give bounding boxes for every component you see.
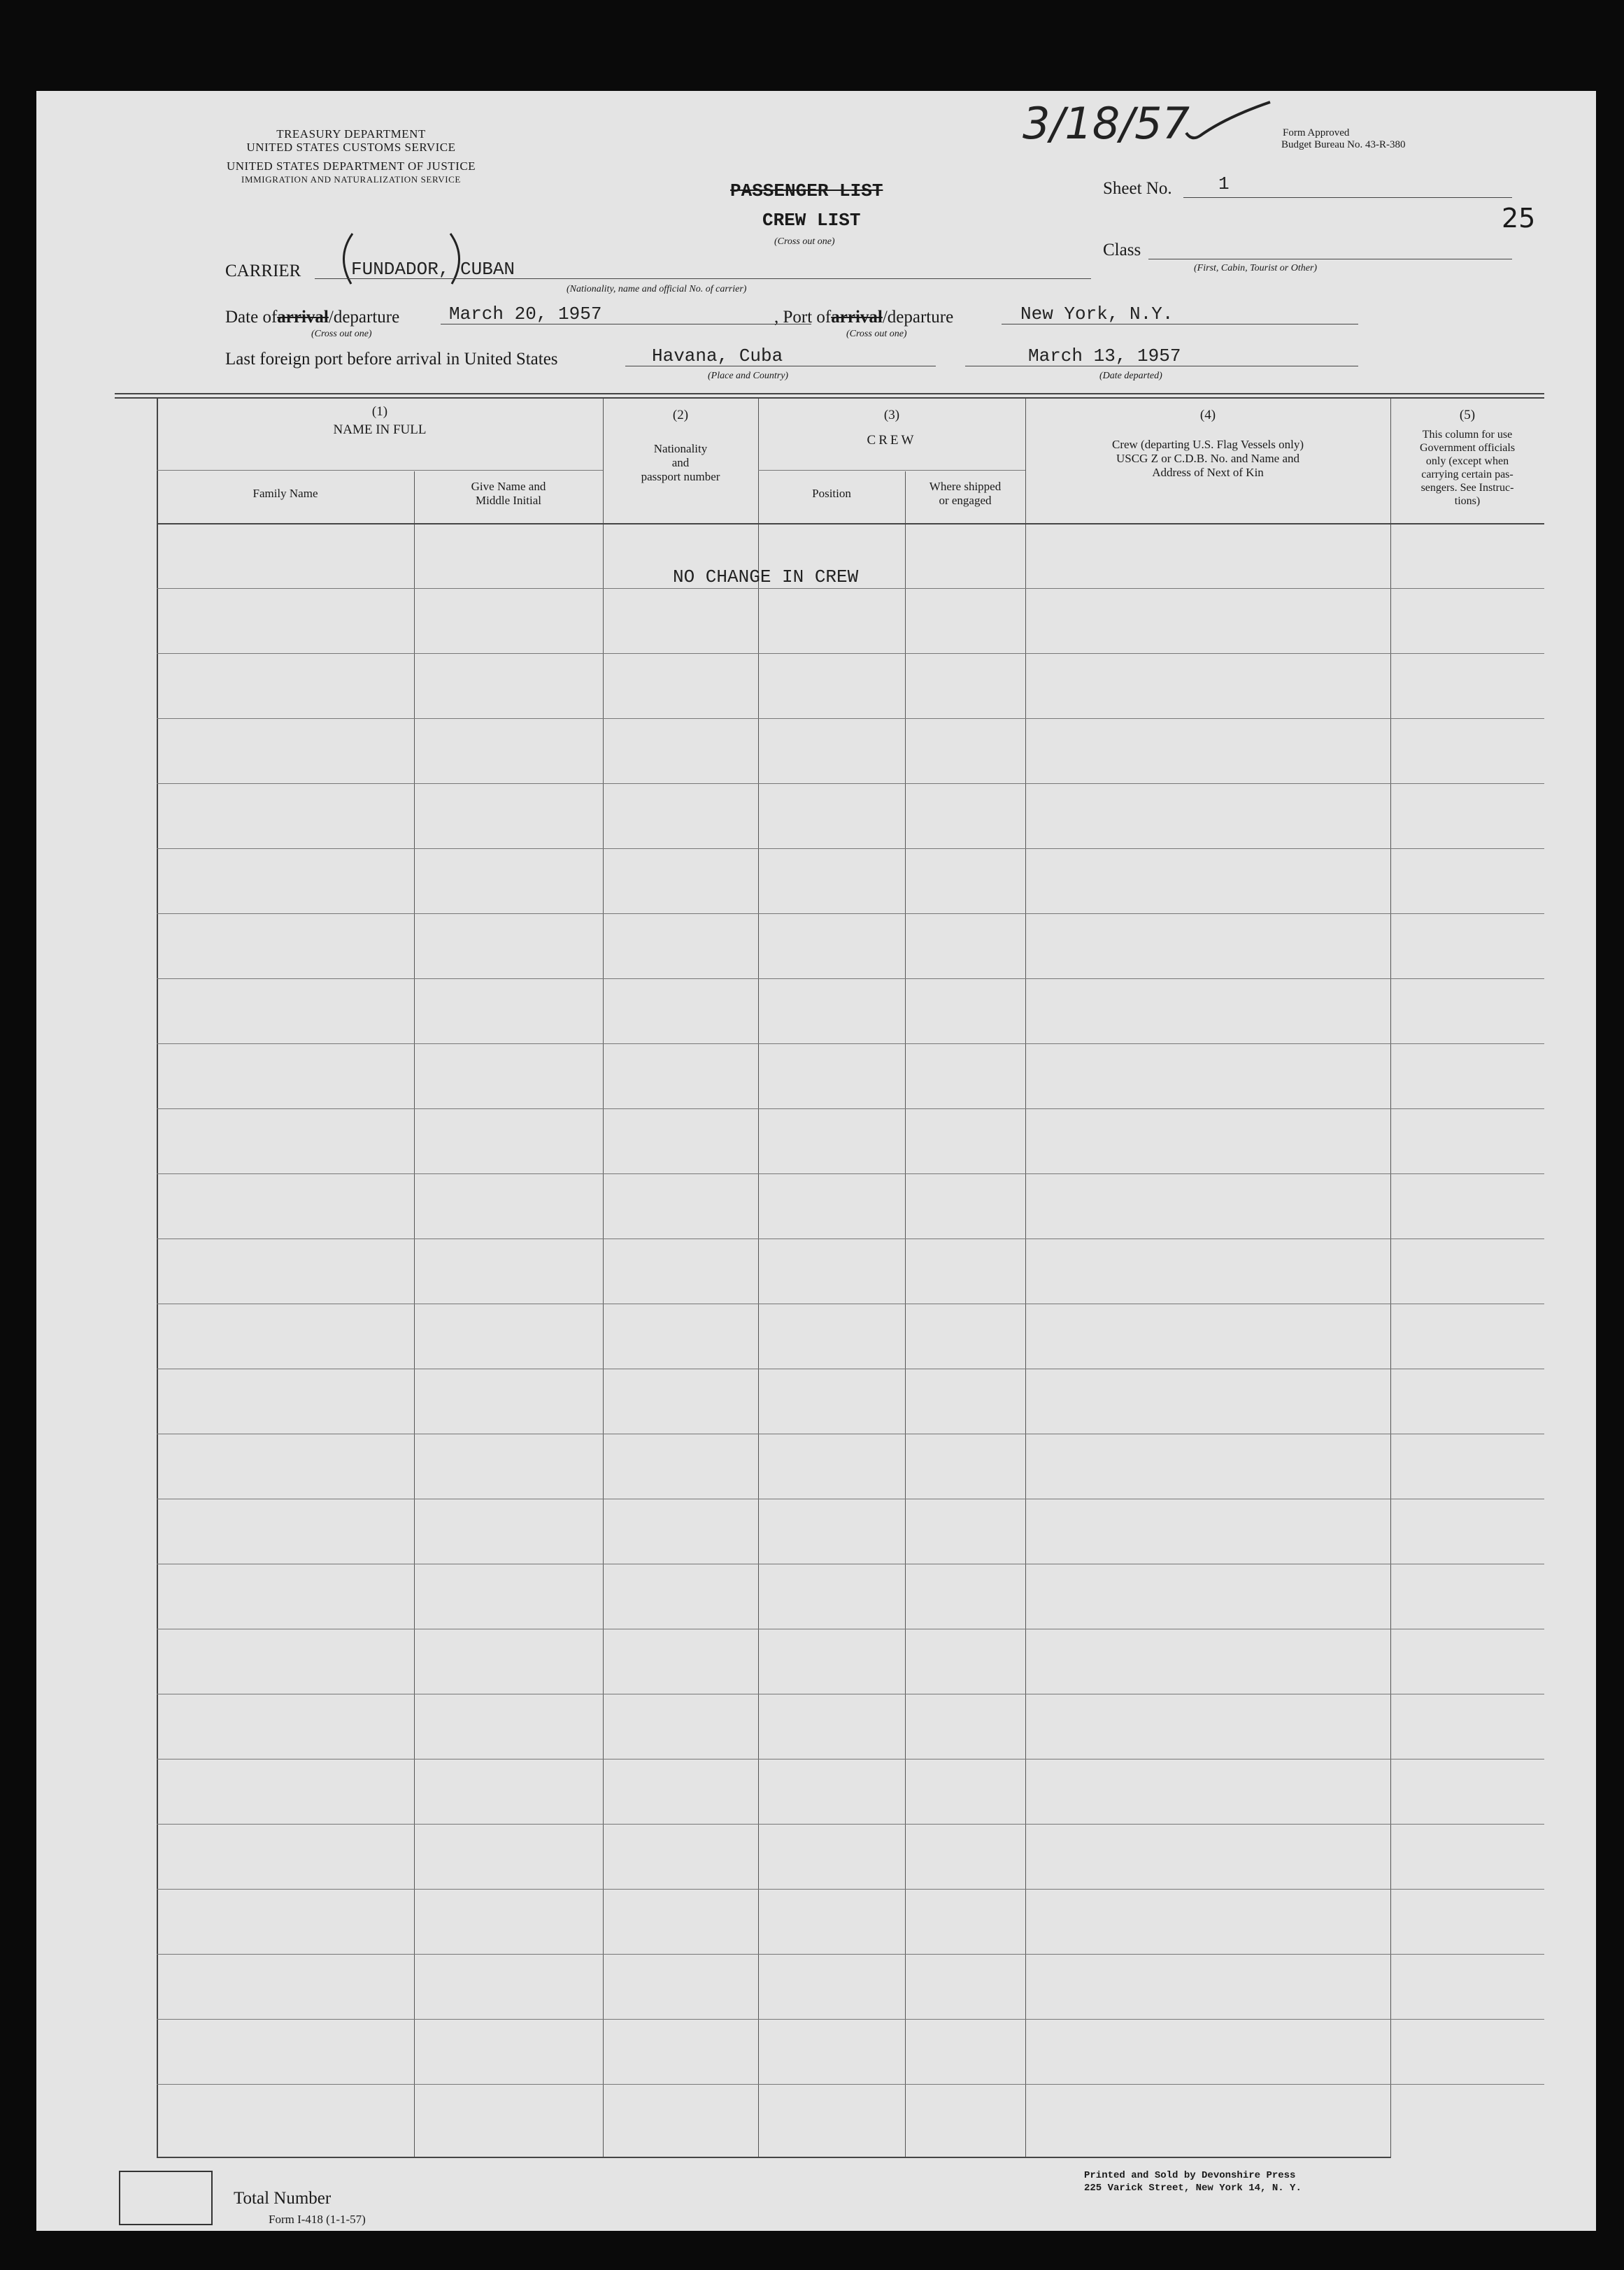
col-line-5	[1025, 399, 1026, 2158]
cross-out-note: (Cross out one)	[774, 236, 835, 247]
col2-line-3: passport number	[641, 470, 720, 483]
carrier-underline	[315, 278, 1091, 279]
col4-line-3: Address of Next of Kin	[1152, 466, 1264, 479]
col1-header	[157, 403, 603, 439]
col5-line-2: Government officials	[1419, 442, 1516, 454]
table-row-rule	[157, 1108, 1544, 1109]
col-line-4	[905, 471, 906, 2158]
col5-number: (5)	[1459, 408, 1476, 422]
col3-sub-rule	[758, 470, 1025, 471]
port-row	[774, 308, 953, 327]
table-row-rule	[157, 913, 1544, 914]
table-row-rule	[157, 1043, 1544, 1044]
press-line-1: Printed and Sold by Devonshire Press	[1084, 2170, 1296, 2181]
col3-number: (3)	[883, 408, 900, 422]
col3a-header: Position	[812, 487, 851, 500]
col2-line-2: and	[671, 456, 690, 469]
port-note: (Cross out one)	[846, 329, 907, 339]
col3b-line-1: Where shipped	[929, 480, 1002, 493]
sheet-label: Sheet No.	[1103, 179, 1172, 198]
header-bottom-rule	[157, 523, 1544, 524]
col3-title: CREW	[867, 433, 917, 448]
table-row-rule	[157, 1889, 1544, 1890]
table-row-rule	[157, 718, 1544, 719]
justice-header	[204, 159, 498, 186]
form-sheet	[36, 91, 1596, 2231]
handwritten-date: 3/18/57	[1023, 98, 1190, 149]
col5-line-3: only (except when	[1425, 455, 1509, 467]
col5-line-5: sengers. See Instruc-	[1420, 482, 1514, 494]
table-row-rule	[157, 1238, 1544, 1239]
checkmark-icon	[1183, 97, 1274, 145]
date-struck: arrival	[277, 308, 329, 327]
table-row-rule	[157, 1173, 1544, 1174]
col1b-header	[414, 480, 603, 508]
crew-list-title: CREW LIST	[762, 210, 861, 231]
date-departed-note: (Date departed)	[1099, 371, 1162, 381]
col-line-3	[758, 399, 759, 2158]
date-note: (Cross out one)	[311, 329, 372, 339]
col1-number: (1)	[371, 404, 388, 419]
form-approved-line-1: Form Approved	[1283, 127, 1350, 138]
table-bottom-rule	[157, 2157, 1390, 2158]
date-label-b: /departure	[328, 308, 400, 327]
port-struck: arrival	[831, 308, 883, 327]
table-row-rule	[157, 588, 1544, 589]
form-approved	[1281, 127, 1405, 151]
carrier-label: CARRIER	[225, 262, 301, 280]
col4-line-1: Crew (departing U.S. Flag Vessels only)	[1111, 438, 1304, 451]
col3-header	[758, 403, 1025, 453]
table-top-rule-1	[115, 393, 1544, 394]
table-row-rule	[157, 2084, 1544, 2085]
col3b-line-2: or engaged	[939, 494, 992, 507]
press-credit	[1084, 2169, 1302, 2194]
col4-number: (4)	[1199, 408, 1216, 422]
col5-line-6: tions)	[1454, 495, 1481, 507]
class-label: Class	[1103, 241, 1141, 259]
table-entry: NO CHANGE IN CREW	[673, 566, 859, 587]
col1-sub-rule	[157, 470, 603, 471]
col1-title: NAME IN FULL	[333, 422, 427, 437]
col1b-line-1: Give Name and	[471, 480, 546, 493]
dept-line-2: UNITED STATES CUSTOMS SERVICE	[246, 141, 456, 154]
date-value: March 20, 1957	[449, 304, 602, 324]
passenger-list-struck: PASSENGER LIST	[730, 180, 883, 201]
col5-line-1: This column for use	[1422, 429, 1513, 441]
carrier-note: (Nationality, name and official No. of carrier)	[567, 284, 747, 294]
col4-header	[1025, 403, 1390, 480]
port-label-a: , Port of	[774, 308, 832, 327]
carrier-value: FUNDADOR, CUBAN	[351, 259, 515, 280]
last-port-value: Havana, Cuba	[652, 345, 783, 366]
table-row-rule	[157, 653, 1544, 654]
press-line-2: 225 Varick Street, New York 14, N. Y.	[1084, 2183, 1302, 2194]
col-line-6	[1390, 399, 1391, 2158]
class-note: (First, Cabin, Tourist or Other)	[1194, 263, 1318, 273]
dept-line-4: IMMIGRATION AND NATURALIZATION SERVICE	[241, 174, 461, 185]
last-port-note: (Place and Country)	[708, 371, 789, 381]
total-number-label: Total Number	[234, 2189, 332, 2208]
total-number-box	[119, 2171, 213, 2225]
col3b-header	[905, 480, 1025, 508]
form-number: Form I-418 (1-1-57)	[269, 2213, 366, 2226]
col-line-left	[157, 399, 158, 2158]
table-row-rule	[157, 848, 1544, 849]
page-number: 25	[1502, 203, 1536, 234]
col5-header	[1390, 403, 1544, 508]
last-port-label: Last foreign port before arrival in United States	[225, 350, 558, 369]
col1a-header: Family Name	[252, 487, 318, 500]
dept-line-3: UNITED STATES DEPARTMENT OF JUSTICE	[226, 159, 476, 173]
sheet-value: 1	[1218, 173, 1230, 194]
port-label-b: /departure	[882, 308, 954, 327]
dept-line-1: TREASURY DEPARTMENT	[276, 127, 426, 141]
table-row-rule	[157, 783, 1544, 784]
port-value: New York, N.Y.	[1020, 304, 1174, 324]
table-row-rule	[157, 1954, 1544, 1955]
table-row-rule	[157, 978, 1544, 979]
form-approved-line-2: Budget Bureau No. 43-R-380	[1281, 139, 1406, 150]
date-departed-value: March 13, 1957	[1028, 345, 1181, 366]
date-label-a: Date of	[225, 308, 278, 327]
department-header	[204, 127, 498, 154]
sheet-underline	[1183, 197, 1512, 198]
table-row-rule	[157, 2019, 1544, 2020]
col2-header	[603, 403, 758, 484]
col2-number: (2)	[672, 408, 689, 422]
col-line-1	[414, 471, 415, 2158]
col4-line-2: USCG Z or C.D.B. No. and Name and	[1116, 452, 1300, 465]
date-row	[225, 308, 399, 327]
col5-line-4: carrying certain pas-	[1421, 469, 1513, 480]
col2-line-1: Nationality	[653, 442, 708, 455]
col-line-2	[603, 399, 604, 2158]
table-top-rule-2	[115, 397, 1544, 399]
table-row-rule	[157, 1824, 1544, 1825]
col1b-line-2: Middle Initial	[476, 494, 541, 507]
